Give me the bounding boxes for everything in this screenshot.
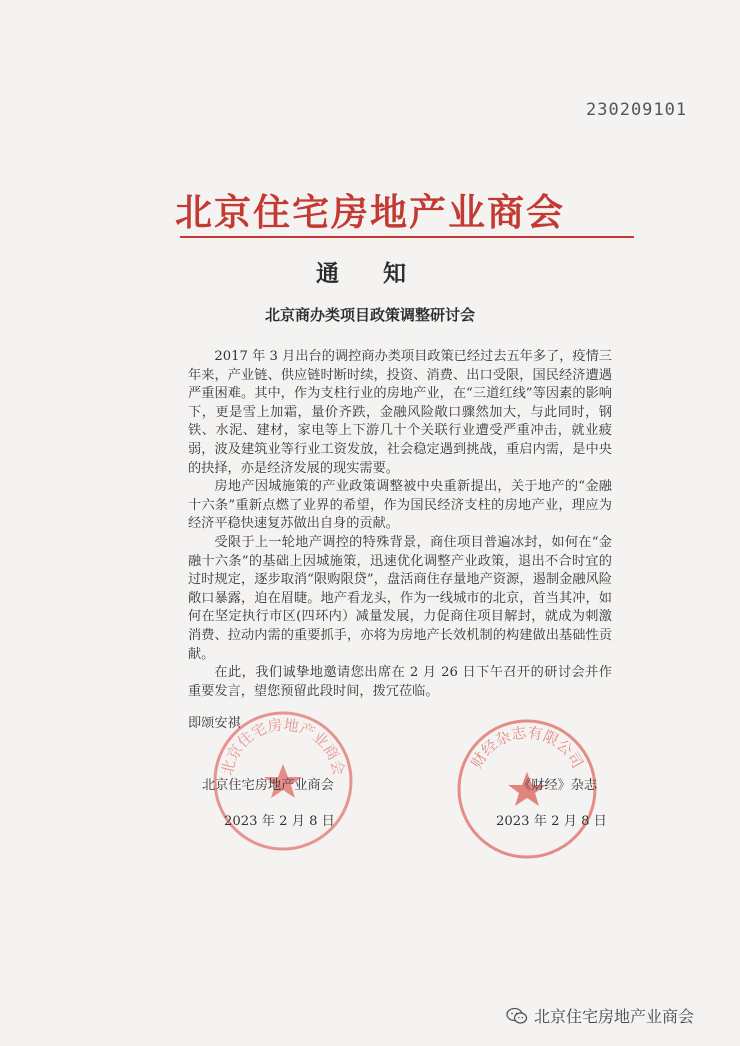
organization-header: 北京住宅房地产业商会 [175,191,565,234]
closing-salutation: 即颂安祺 [188,716,241,731]
notice-body [188,348,612,701]
body-paragraph: 受限于上一轮地产调控的特殊背景，商住项目普遍冰封，如何在“金融十六条”的基础上因城施策，迅速优化调整产业政策，退出不合时宜的过时规定，逐步取消“限购限贷”，盘活商住存量地产资源，遏制金融风险敞口暴露，迫在眉睫。地产看龙头，作为一线城市的北京，首当其冲，如何在坚定执行市区(四环内）减量发展，力促商住项目解封，就成为刺激消费、拉动内需的重要抓手，亦将为房地产长效机制的构建做出基础性贡献。 [188,534,612,662]
body-paragraph: 在此，我们诚挚地邀请您出席在 2 月 26 日下午召开的研讨会并作重要发言，望您预留此段时间，拨冗莅临。 [188,665,612,699]
body-paragraph: 2017 年 3 月出台的调控商办类项目政策已经过去五年多了，疫情三年来，产业链、供应链时断时续，投资、消费、出口受限，国民经济遭遇严重困难。其中，作为支柱行业的房地产业，在“三道红线”等因素的影响下，更是雪上加霜，量价齐跌，金融风险敞口骤然加大，与此同时，钢铁、水泥、建材，家电等上下游几十个关联行业遭受严重冲击，就业疲弱，波及建筑业等行业工资发放，社会稳定遇到挑战，重启内需，是中央的抉择，亦是经济发展的现实需要。 [188,349,612,476]
wechat-watermark [506,1004,694,1027]
header-divider [180,236,634,238]
body-paragraph: 房地产因城施策的产业政策调整被中央重新提出，关于地产的“金融十六条”重新点燃了业界的希望，作为国民经济支柱的房地产业，理应为经济平稳快速复苏做出自身的贡献。 [188,479,612,532]
seal-text: 北京住宅房地产业商会 [218,715,348,777]
right-signatory-name: 《财经》杂志 [518,778,598,793]
left-signatory-name: 北京住宅房地产业商会 [202,778,334,793]
wechat-icon [506,1007,528,1025]
seal-text: 财经杂志有限公司 [467,723,587,772]
right-signatory-date: 2023 年 2 月 8 日 [496,814,607,829]
notice-subject: 北京商办类项目政策调整研讨会 [264,306,475,324]
notice-title: 通 知 [315,261,424,287]
watermark-text: 北京住宅房地产业商会 [534,1007,695,1026]
svg-text:财经杂志有限公司 [467,723,586,771]
document-number: 230209101 [586,100,688,120]
left-signatory-date: 2023 年 2 月 8 日 [224,814,335,829]
